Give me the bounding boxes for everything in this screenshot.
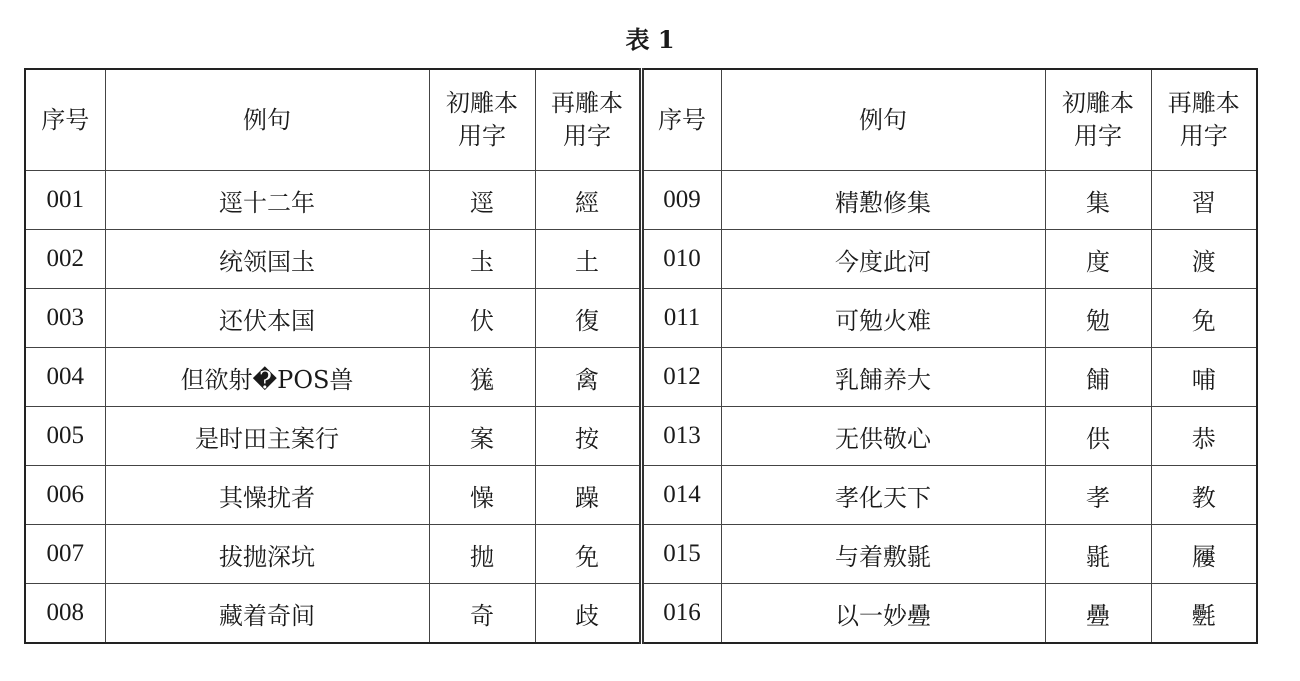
table-row [25,466,1257,525]
header-first-edition [429,69,535,171]
table-row [25,289,1257,348]
table-row [25,407,1257,466]
table-row [25,348,1257,407]
row-first-edition-cell: 獇 [429,348,535,407]
header-sentence: 例句 [105,69,429,171]
row-second-edition-cell: 免 [1151,289,1257,348]
row-first-edition-cell: 圡 [429,230,535,289]
table-row [25,584,1257,644]
row-index-cell: 010 [641,230,721,289]
row-sentence-cell: 但欲射�POS兽 [105,348,429,407]
row-second-edition-cell: 禽 [535,348,641,407]
row-index-cell: 009 [641,171,721,230]
row-first-edition-cell: 供 [1045,407,1151,466]
row-first-edition-cell: 餔 [1045,348,1151,407]
row-index-cell: 005 [25,407,105,466]
row-first-edition-cell: 度 [1045,230,1151,289]
row-index-cell: 013 [641,407,721,466]
row-sentence-cell: 还伏本国 [105,289,429,348]
row-first-edition-cell: 抛 [429,525,535,584]
row-second-edition-cell: 按 [535,407,641,466]
header-first-top: 初雕本 [1062,89,1134,117]
row-second-edition-cell: 哺 [1151,348,1257,407]
row-first-edition-cell: 案 [429,407,535,466]
row-second-edition-cell: 教 [1151,466,1257,525]
row-second-edition-cell: 恭 [1151,407,1257,466]
row-first-edition-cell: 奇 [429,584,535,644]
header-first-bottom: 用字 [458,122,506,150]
row-sentence-cell: 精懃修集 [721,171,1045,230]
row-second-edition-cell: 經 [535,171,641,230]
header-index: 序号 [641,69,721,171]
row-index-cell: 004 [25,348,105,407]
table-row [25,171,1257,230]
row-index-cell: 001 [25,171,105,230]
row-index-cell: 012 [641,348,721,407]
row-index-cell: 006 [25,466,105,525]
row-sentence-cell: 逕十二年 [105,171,429,230]
header-second-edition [1151,69,1257,171]
row-second-edition-cell: 屨 [1151,525,1257,584]
row-index-cell: 016 [641,584,721,644]
row-first-edition-cell: 逕 [429,171,535,230]
row-index-cell: 008 [25,584,105,644]
header-second-edition [535,69,641,171]
table-title: 表 1 [625,25,675,54]
row-second-edition-cell: 歧 [535,584,641,644]
header-second-top: 再雕本 [1167,89,1240,117]
row-second-edition-cell: 渡 [1151,230,1257,289]
header-first-top: 初雕本 [446,89,518,117]
row-index-cell: 015 [641,525,721,584]
row-index-cell: 002 [25,230,105,289]
row-index-cell: 014 [641,466,721,525]
row-sentence-cell: 藏着奇间 [105,584,429,644]
header-second-bottom: 用字 [563,122,611,150]
header-first-bottom: 用字 [1074,122,1122,150]
header-row [25,69,1257,171]
row-sentence-cell: 乳餔养大 [721,348,1045,407]
comparison-table [24,68,1258,644]
header-first-edition [1045,69,1151,171]
row-sentence-cell: 拔抛深坑 [105,525,429,584]
header-index: 序号 [25,69,105,171]
header-second-bottom: 用字 [1179,122,1228,150]
row-first-edition-cell: 孝 [1045,466,1151,525]
row-first-edition-cell: 疉 [1045,584,1151,644]
row-second-edition-cell: 習 [1151,171,1257,230]
row-sentence-cell: 是时田主案行 [105,407,429,466]
row-first-edition-cell: 伏 [429,289,535,348]
row-first-edition-cell: 勉 [1045,289,1151,348]
row-sentence-cell: 无供敬心 [721,407,1045,466]
table-row [25,525,1257,584]
row-sentence-cell: 统领国圡 [105,230,429,289]
row-sentence-cell: 与着敷毾 [721,525,1045,584]
row-sentence-cell: 今度此河 [721,230,1045,289]
row-index-cell: 007 [25,525,105,584]
row-index-cell: 003 [25,289,105,348]
row-second-edition-cell: 躁 [535,466,641,525]
row-first-edition-cell: 毾 [1045,525,1151,584]
row-first-edition-cell: 集 [1045,171,1151,230]
row-index-cell: 011 [641,289,721,348]
row-second-edition-cell: 土 [535,230,641,289]
row-second-edition-cell: 免 [535,525,641,584]
row-second-edition-cell: 氎 [1151,584,1257,644]
row-first-edition-cell: 懆 [429,466,535,525]
header-second-top: 再雕本 [551,89,623,117]
row-sentence-cell: 可勉火难 [721,289,1045,348]
table-row [25,230,1257,289]
header-sentence: 例句 [721,69,1045,171]
row-second-edition-cell: 復 [535,289,641,348]
row-sentence-cell: 以一妙疉 [721,584,1045,644]
row-sentence-cell: 其懆扰者 [105,466,429,525]
row-sentence-cell: 孝化天下 [721,466,1045,525]
